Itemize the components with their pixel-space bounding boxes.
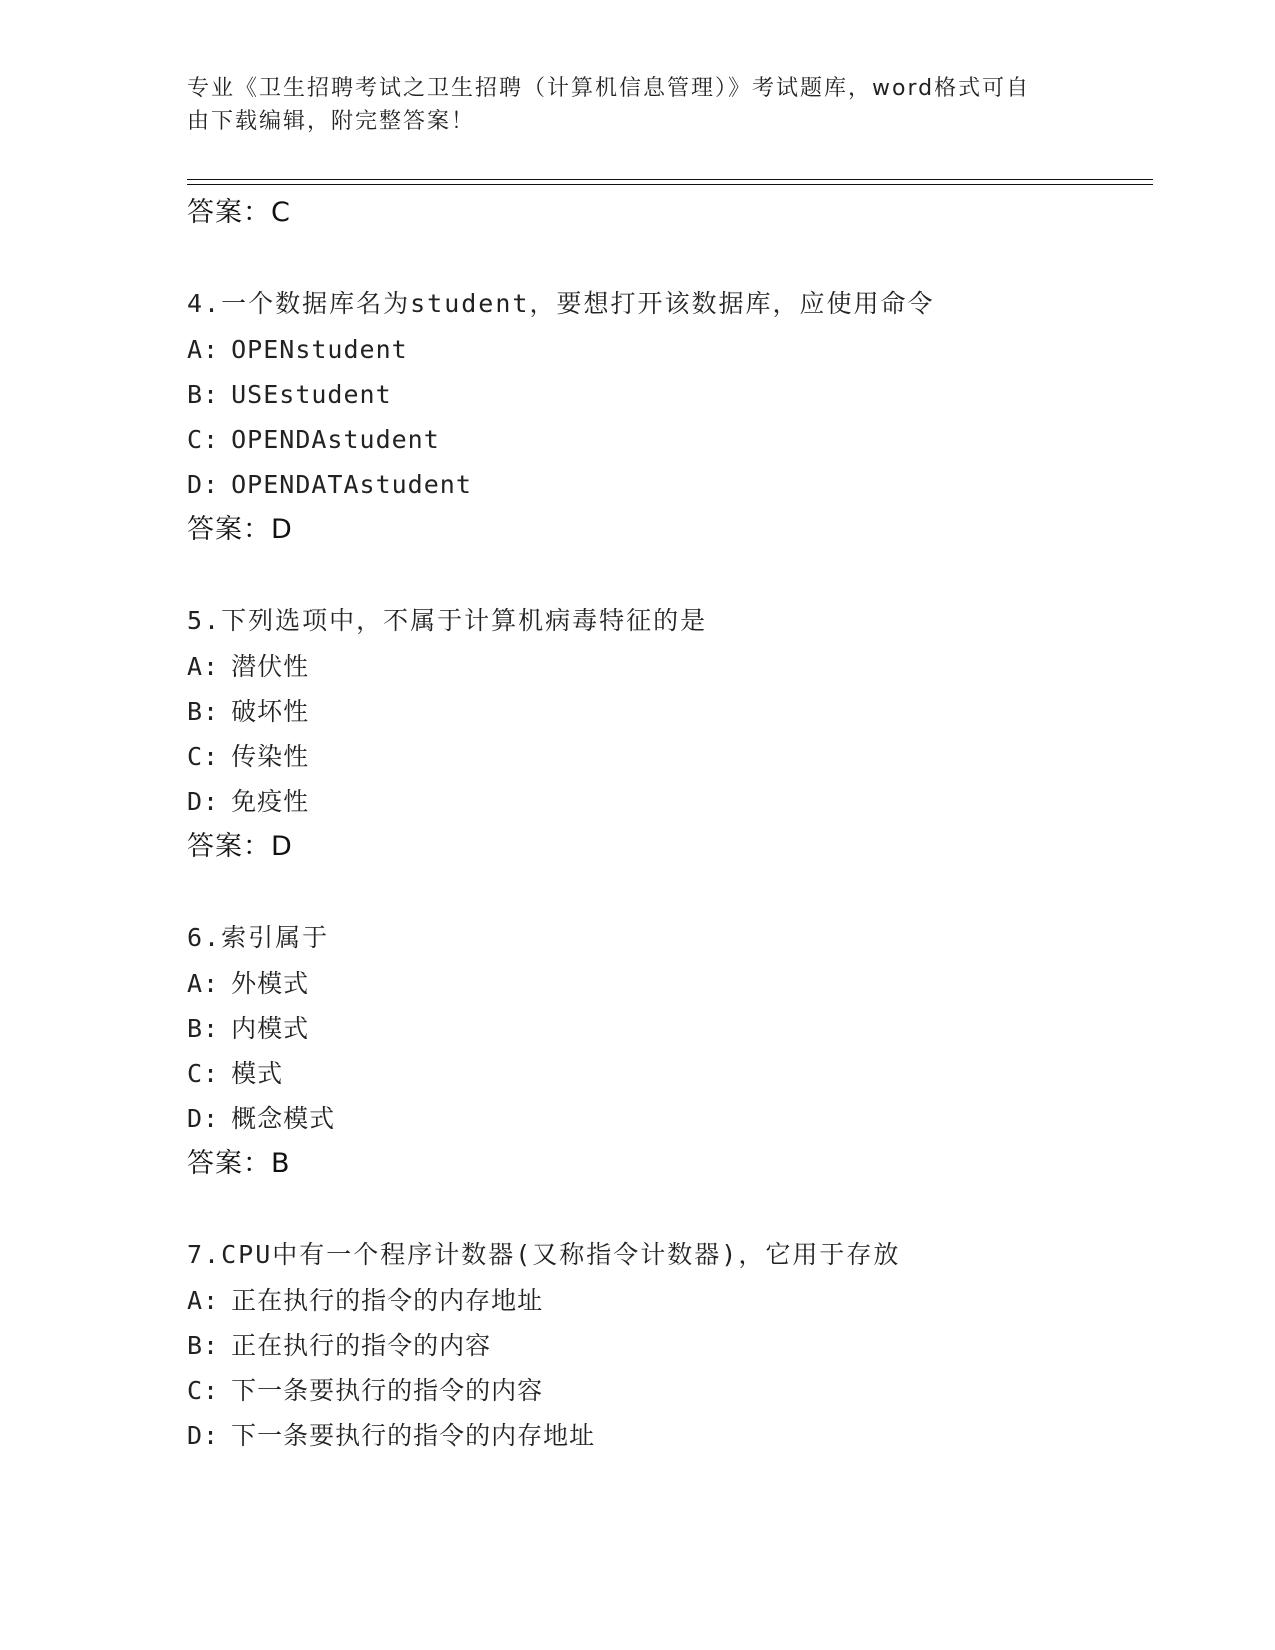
option-a	[187, 327, 1147, 372]
spacer	[187, 552, 1147, 598]
question-stem: 6.索引属于	[187, 923, 330, 952]
option-letter: C:	[187, 742, 220, 771]
question-block	[187, 281, 1147, 552]
option-c	[187, 1368, 1147, 1413]
option-letter: B:	[187, 1014, 220, 1043]
option-text: 下一条要执行的指令的内存地址	[231, 1421, 596, 1450]
option-letter: A:	[187, 652, 220, 681]
option-a	[187, 961, 1147, 1006]
option-letter: D:	[187, 787, 220, 816]
option-text: 潜伏性	[231, 652, 310, 681]
option-b	[187, 372, 1147, 417]
option-a	[187, 644, 1147, 689]
option-letter: D:	[187, 1104, 220, 1133]
option-d	[187, 462, 1147, 507]
option-b	[187, 1006, 1147, 1051]
option-d	[187, 779, 1147, 824]
answer-line: 答案：D	[187, 514, 293, 545]
header-rule-top	[187, 179, 1153, 180]
header-line-1: 专业《卫生招聘考试之卫生招聘（计算机信息管理）》考试题库，word格式可自	[187, 76, 1031, 101]
spacer	[187, 1186, 1147, 1232]
answer-line: 答案：C	[187, 197, 291, 228]
option-letter: B:	[187, 697, 220, 726]
answer-line: 答案：B	[187, 1148, 291, 1179]
option-text: 概念模式	[231, 1104, 336, 1133]
question-block	[187, 598, 1147, 869]
option-text: 内模式	[231, 1014, 310, 1043]
option-letter: D:	[187, 1421, 220, 1450]
option-letter: C:	[187, 1059, 220, 1088]
option-d	[187, 1413, 1147, 1458]
spacer	[187, 235, 1147, 281]
option-letter: B:	[187, 1331, 220, 1360]
option-text: OPENstudent	[231, 335, 408, 364]
option-c	[187, 734, 1147, 779]
option-text: 免疫性	[231, 787, 310, 816]
option-b	[187, 689, 1147, 734]
option-text: 模式	[231, 1059, 284, 1088]
question-stem: 5.下列选项中，不属于计算机病毒特征的是	[187, 606, 708, 635]
option-text: 下一条要执行的指令的内容	[231, 1376, 544, 1405]
option-c	[187, 417, 1147, 462]
option-letter: D:	[187, 470, 220, 499]
option-b	[187, 1323, 1147, 1368]
header-rule-bottom	[187, 184, 1153, 185]
option-text: USEstudent	[231, 380, 392, 409]
option-letter: C:	[187, 1376, 220, 1405]
option-letter: C:	[187, 425, 220, 454]
option-text: 破坏性	[231, 697, 310, 726]
option-text: OPENDATAstudent	[231, 470, 472, 499]
option-d	[187, 1096, 1147, 1141]
question-stem: 7.CPU中有一个程序计数器(又称指令计数器)，它用于存放	[187, 1240, 901, 1269]
option-letter: A:	[187, 335, 220, 364]
option-letter: A:	[187, 969, 220, 998]
option-text: 正在执行的指令的内存地址	[231, 1286, 544, 1315]
option-letter: A:	[187, 1286, 220, 1315]
spacer	[187, 869, 1147, 915]
question-block	[187, 1232, 1147, 1458]
option-text: 外模式	[231, 969, 310, 998]
option-text: 正在执行的指令的内容	[231, 1331, 492, 1360]
option-text: OPENDAstudent	[231, 425, 440, 454]
option-c	[187, 1051, 1147, 1096]
document-header	[187, 72, 1087, 138]
option-text: 传染性	[231, 742, 310, 771]
option-a	[187, 1278, 1147, 1323]
header-line-2: 由下载编辑，附完整答案！	[187, 109, 476, 134]
answer-line: 答案：D	[187, 831, 293, 862]
question-stem: 4.一个数据库名为student，要想打开该数据库，应使用命令	[187, 289, 935, 318]
option-letter: B:	[187, 380, 220, 409]
question-block	[187, 915, 1147, 1186]
question-list	[187, 190, 1147, 1458]
